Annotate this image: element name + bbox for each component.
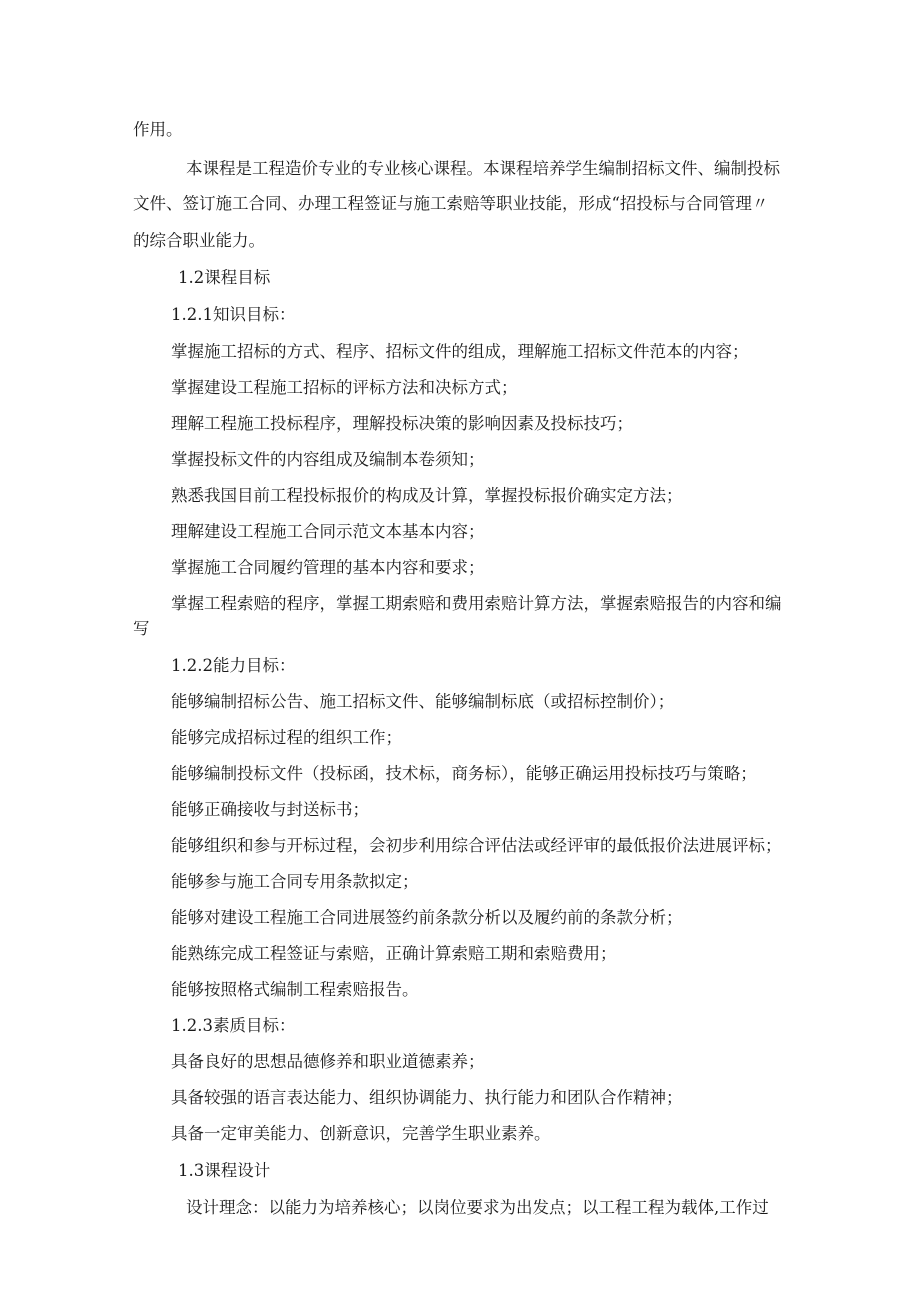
knowledge-item: 熟悉我国目前工程投标报价的构成及计算，掌握投标报价确实定方法； [171, 486, 683, 505]
ability-item: 能够按照格式编制工程索赔报告。 [171, 980, 419, 999]
subheading-quality-goals: 1.2.3素质目标： [171, 1016, 296, 1035]
paragraph-continuation: 作用。 [133, 120, 183, 139]
ability-item: 能够正确接收与封送标书； [171, 800, 369, 819]
knowledge-item: 掌握工程索赔的程序，掌握工期索赔和费用索赔计算方法，掌握索赔报告的内容和编 [171, 594, 782, 613]
ability-item: 能够编制招标公告、施工招标文件、能够编制标底（或招标控制价）； [171, 692, 675, 711]
knowledge-item: 掌握施工合同履约管理的基本内容和要求； [171, 558, 485, 577]
intro-line-2: 文件、签订施工合同、办理工程签证与施工索赔等职业技能，形成“招投标与合同管理〃 [133, 194, 769, 213]
intro-line-1: 本课程是工程造价专业的专业核心课程。本课程培养学生编制招标文件、编制投标 [186, 159, 780, 178]
section-heading-course-design: 1.3课程设计 [178, 1161, 271, 1180]
knowledge-item: 理解建设工程施工合同示范文本基本内容； [171, 522, 485, 541]
knowledge-item: 理解工程施工投标程序，理解投标决策的影响因素及投标技巧； [171, 414, 633, 433]
ability-item: 能够组织和参与开标过程，会初步利用综合评估法或经评审的最低报价法进展评标； [171, 836, 782, 855]
knowledge-item-continuation: 写 [133, 619, 150, 638]
design-concept-line: 设计理念：以能力为培养核心；以岗位要求为出发点；以工程工程为载体,工作过 [186, 1198, 769, 1217]
subheading-knowledge-goals: 1.2.1知识目标： [171, 305, 296, 324]
knowledge-item: 掌握施工招标的方式、程序、招标文件的组成，理解施工招标文件范本的内容； [171, 342, 749, 361]
ability-item: 能熟练完成工程签证与索赔，正确计算索赔工期和索赔费用； [171, 944, 617, 963]
subheading-ability-goals: 1.2.2能力目标： [171, 656, 296, 675]
ability-item: 能够编制投标文件（投标函，技术标，商务标），能够正确运用投标技巧与策略； [171, 764, 757, 783]
section-heading-course-goals: 1.2课程目标 [178, 268, 271, 287]
ability-item: 能够完成招标过程的组织工作； [171, 728, 402, 747]
quality-item: 具备一定审美能力、创新意识，完善学生职业素养。 [171, 1124, 551, 1143]
quality-item: 具备较强的语言表达能力、组织协调能力、执行能力和团队合作精神； [171, 1088, 683, 1107]
knowledge-item: 掌握建设工程施工招标的评标方法和决标方式； [171, 378, 518, 397]
quality-item: 具备良好的思想品德修养和职业道德素养； [171, 1052, 485, 1071]
knowledge-item: 掌握投标文件的内容组成及编制本卷须知； [171, 450, 485, 469]
intro-line-3: 的综合职业能力。 [133, 231, 265, 250]
ability-item: 能够参与施工合同专用条款拟定； [171, 872, 419, 891]
ability-item: 能够对建设工程施工合同进展签约前条款分析以及履约前的条款分析； [171, 908, 683, 927]
